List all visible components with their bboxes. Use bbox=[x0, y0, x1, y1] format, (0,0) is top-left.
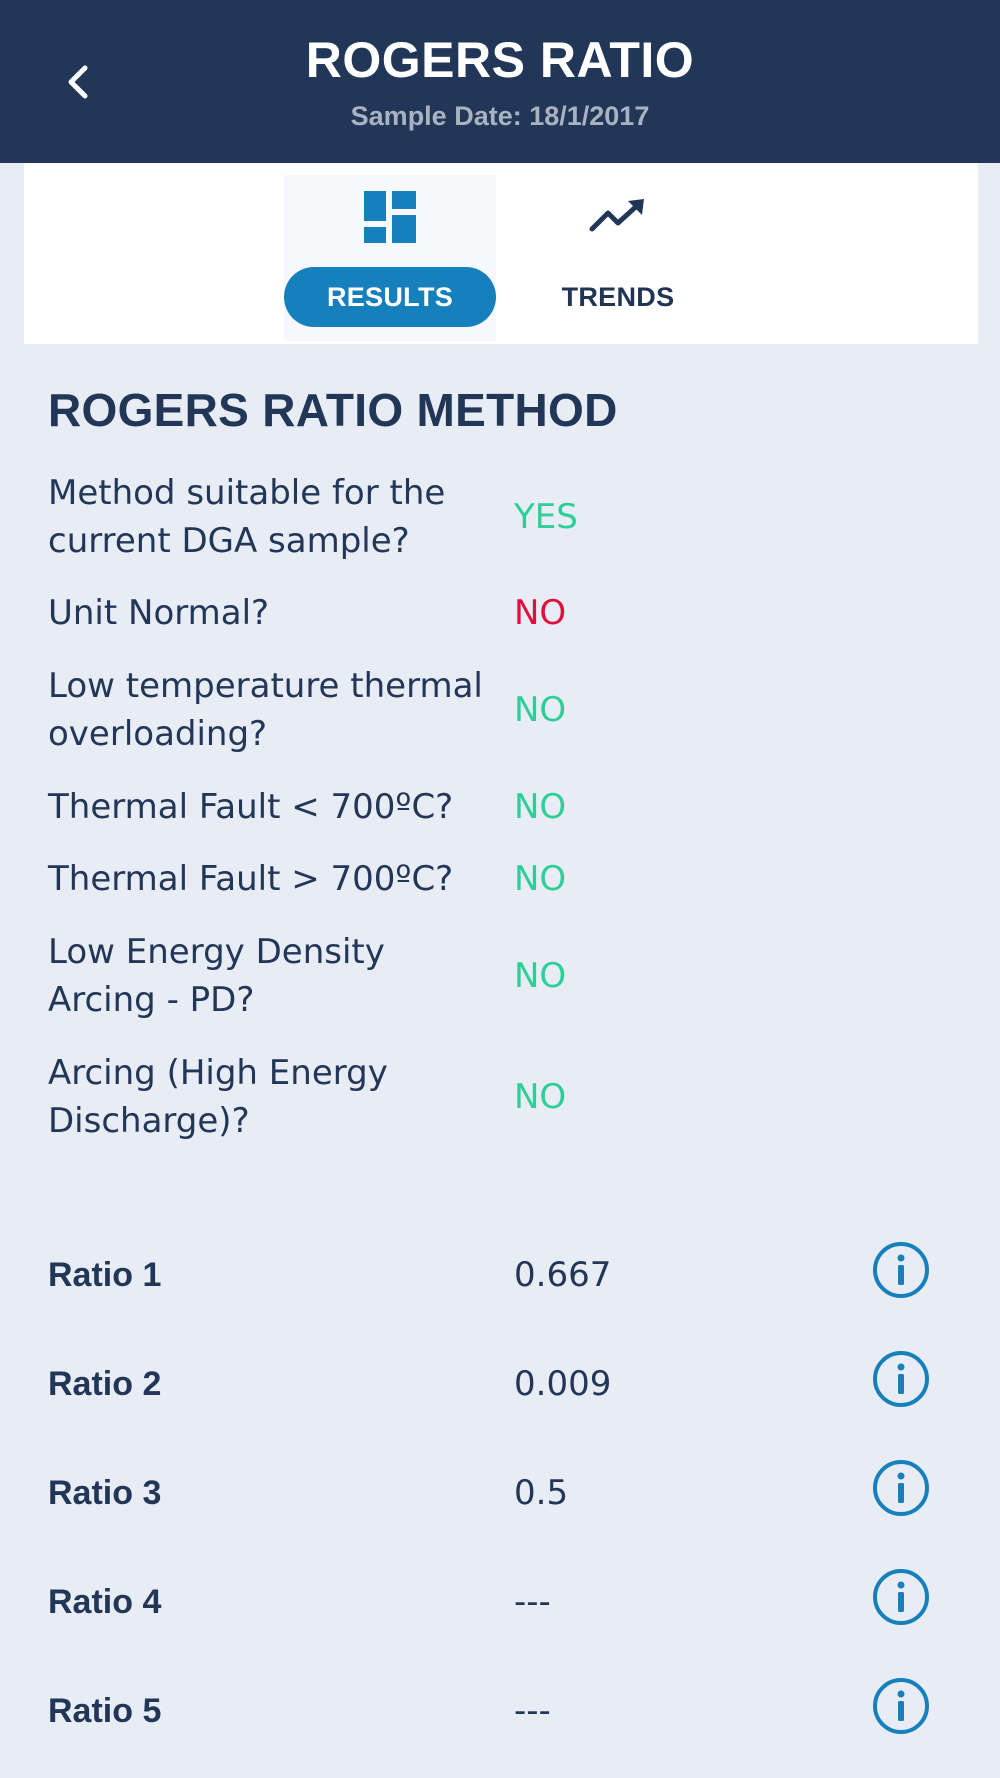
ratio-value: 0.009 bbox=[514, 1364, 612, 1404]
question-label: Low Energy Density Arcing - PD? bbox=[48, 932, 385, 1020]
ratio-row bbox=[48, 1568, 948, 1638]
ratio-name: Ratio 5 bbox=[48, 1692, 162, 1730]
question-label: Thermal Fault < 700ºC? bbox=[48, 787, 454, 827]
ratio-row bbox=[48, 1459, 948, 1529]
info-icon[interactable] bbox=[872, 1459, 930, 1517]
ratio-name: Ratio 2 bbox=[48, 1365, 162, 1403]
ratio-value: --- bbox=[514, 1582, 551, 1622]
app-header bbox=[0, 0, 1000, 163]
info-icon[interactable] bbox=[872, 1568, 930, 1626]
ratio-name: Ratio 3 bbox=[48, 1474, 162, 1512]
tab-trends[interactable] bbox=[512, 175, 724, 341]
section-title: ROGERS RATIO METHOD bbox=[48, 384, 618, 436]
tab-trends-label: TRENDS bbox=[561, 281, 675, 312]
question-value: NO bbox=[514, 956, 567, 996]
page-title: ROGERS RATIO bbox=[305, 32, 695, 88]
question-label: Unit Normal? bbox=[48, 593, 270, 633]
tab-results[interactable] bbox=[284, 175, 496, 341]
question-value: NO bbox=[514, 859, 567, 899]
question-label: Method suitable for the current DGA sample? bbox=[48, 473, 446, 561]
ratio-value: --- bbox=[514, 1691, 551, 1731]
question-label: Arcing (High Energy Discharge)? bbox=[48, 1053, 388, 1141]
ratio-value: 0.5 bbox=[514, 1473, 569, 1513]
question-value: NO bbox=[514, 787, 567, 827]
ratio-name: Ratio 1 bbox=[48, 1256, 162, 1294]
dashboard-icon bbox=[284, 187, 496, 247]
question-label: Low temperature thermal overloading? bbox=[48, 666, 483, 754]
tab-results-label: RESULTS bbox=[284, 267, 496, 327]
info-icon[interactable] bbox=[872, 1241, 930, 1299]
info-icon[interactable] bbox=[872, 1350, 930, 1408]
question-label: Thermal Fault > 700ºC? bbox=[48, 859, 454, 899]
ratio-row bbox=[48, 1241, 948, 1311]
ratio-row bbox=[48, 1677, 948, 1747]
ratio-row bbox=[48, 1350, 948, 1420]
tab-bar bbox=[24, 163, 978, 344]
question-value: NO bbox=[514, 593, 567, 633]
question-value: NO bbox=[514, 1077, 567, 1117]
trending-up-icon bbox=[512, 187, 724, 247]
question-value: NO bbox=[514, 690, 567, 730]
ratio-value: 0.667 bbox=[514, 1255, 612, 1295]
ratio-name: Ratio 4 bbox=[48, 1583, 162, 1621]
question-value: YES bbox=[514, 497, 578, 537]
sample-date: Sample Date: 18/1/2017 bbox=[350, 101, 650, 131]
info-icon[interactable] bbox=[872, 1677, 930, 1735]
